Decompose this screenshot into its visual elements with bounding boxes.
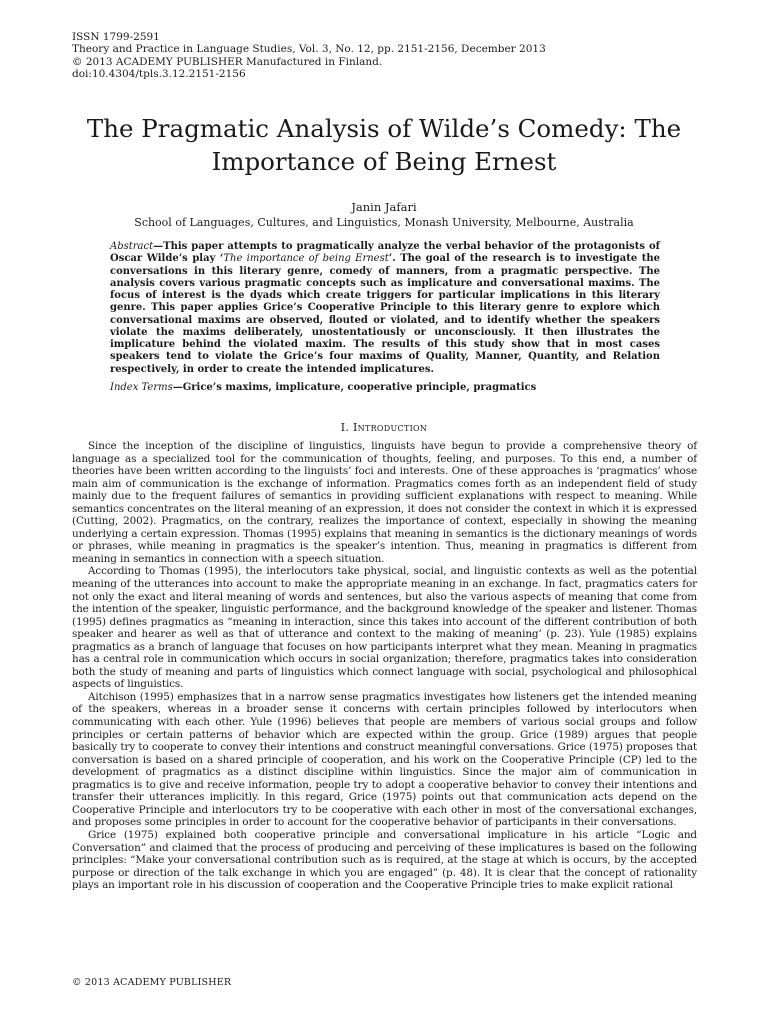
abstract-label: Abstract: [110, 241, 154, 252]
journal-citation: Theory and Practice in Language Studies, Vol. 3, No. 12, pp. 2151-2156, December 2013: [72, 43, 546, 56]
paragraph: Grice (1975) explained both cooperative principle and conversational implicature in his article “Logic and Conversation” and claimed that the process of producing and perceiving of these implicatures is based on the following principles: “Make your conversational contribution such as is required, at the stage at which is occurs, by the accepted purpose or direction of the talk exchange in which you are engaged” (p. 48). It is clear that the concept of rationality plays an important role in his discussion of cooperation and the Cooperative Principle tries to make explicit rational: [72, 828, 697, 892]
doi: doi:10.4304/tpls.3.12.2151-2156: [72, 68, 246, 81]
paragraph: Aitchison (1995) emphasizes that in a narrow sense pragmatics investigates how listeners get the intended meaning of the speakers, whereas in a broader sense it concerns with certain principles followed by interlocutors when communicating with each other. Yule (1996) believes that people are members of various social groups and follow principles or certain patterns of behavior which are expected within the group. Grice (1989) argues that people basically try to cooperate to convey their intentions and construct meaningful conversations. Grice (1975) proposes that conversation is based on a shared principle of cooperation, and his work on the Cooperative Principle (CP) led to the development of pragmatics as a distinct discipline within linguistics. Since the major aim of communication in pragmatics is to give and receive information, people try to adopt a cooperative behavior to convey their intentions and transfer their utterances implicitly. In this regard, Grice (1975) points out that communication acts depend on the Cooperative Principle and interlocutors try to be cooperative with each other in most of the conversational exchanges, and proposes some principles in order to account for the cooperative behavior of participants in their conversations.: [72, 690, 697, 829]
abstract-text-2: ’. The goal of the research is to investigate the conversations in this literary genre, comedy of manners, from a pragmatic perspective. The analysis covers various pragmatic concepts such as implicature and conversational maxims. The focus of interest is the dyads which create triggers for particular implications in this literary genre. This paper applies Grice’s Cooperative Principle to this literary genre to explore which conversational maxims are observed, flouted or violated, and to identify whether the speakers violate the maxims deliberately, unostentatiously or unconsciously. It then illustrates the implicature behind the violated maxim. The results of this study show that in most cases speakers tend to violate the Grice’s four maxims of Quality, Manner, Quantity, and Relation respectively, in order to create the intended implicatures.: [110, 253, 660, 375]
body-text: [72, 440, 697, 892]
page-footer: © 2013 ACADEMY PUBLISHER: [72, 977, 232, 988]
author-name: Janin Jafari: [351, 200, 417, 214]
index-terms: [110, 382, 660, 394]
title-line-2: Importance of Being Ernest: [211, 147, 557, 176]
section-heading: I. Introduction: [340, 421, 428, 434]
paper-title: [40, 112, 728, 178]
index-terms-list: —Grice’s maxims, implicature, cooperative principle, pragmatics: [172, 382, 537, 393]
abstract: [110, 241, 660, 376]
abstract-text-1: —This paper attempts to pragmatically analyze the verbal behavior of the protagonists of Oscar Wilde’s play ‘: [110, 241, 660, 265]
paragraph: According to Thomas (1995), the interlocutors take physical, social, and linguistic contexts as well as the potential meaning of the utterances into account to make the appropriate meaning in an exchange. In fact, pragmatics caters for not only the exact and literal meaning of words and sentences, but also the various aspects of meaning that come from the intention of the speaker, linguistic performance, and the background knowledge of the speaker and listener. Thomas (1995) defines pragmatics as “meaning in interaction, since this takes into account of the different contribution of both speaker and hearer as well as that of utterance and context to the making of meaning’ (p. 23). Yule (1985) explains pragmatics as a branch of language that focuses on how participants interpret what they mean. Meaning in pragmatics has a central role in communication which occurs in social organization; therefore, pragmatics takes into consideration both the study of meaning and parts of linguistics which connect language with social, psychological and philosophical aspects of linguistics.: [72, 565, 697, 691]
author-affiliation: School of Languages, Cultures, and Linguistics, Monash University, Melbourne, Australia: [134, 216, 634, 229]
journal-header: [72, 31, 546, 81]
abstract-play-title: The importance of being Ernest: [223, 253, 389, 265]
issn: ISSN 1799-2591: [72, 31, 160, 43]
title-line-1: The Pragmatic Analysis of Wilde’s Comedy: The: [86, 114, 682, 143]
paragraph: Since the inception of the discipline of linguistics, linguists have begun to provide a comprehensive theory of language as a specialized tool for the communication of thoughts, feeling, and purposes. To this end, a number of theories have been written according to the linguists’ foci and interests. One of these approaches is ‘pragmatics’ whose main aim of communication is the exchange of information. Pragmatics comes forth as an independent field of study mainly due to the frequent failures of semantics in providing sufficient explanations with respect to meaning. While semantics concentrates on the literal meaning of an expression, it does not consider the context in which it is expressed (Cutting, 2002). Pragmatics, on the contrary, realizes the importance of context, especially in showing the meaning underlying a certain expression. Thomas (1995) explains that meaning in semantics is the dictionary meanings of words or phrases, while meaning in pragmatics is the speaker’s intention. Thus, meaning in pragmatics is different from meaning in semantics in connection with a speech situation.: [72, 440, 697, 565]
copyright-line: © 2013 ACADEMY PUBLISHER Manufactured in Finland.: [72, 55, 383, 68]
index-terms-label: Index Terms: [110, 382, 173, 393]
